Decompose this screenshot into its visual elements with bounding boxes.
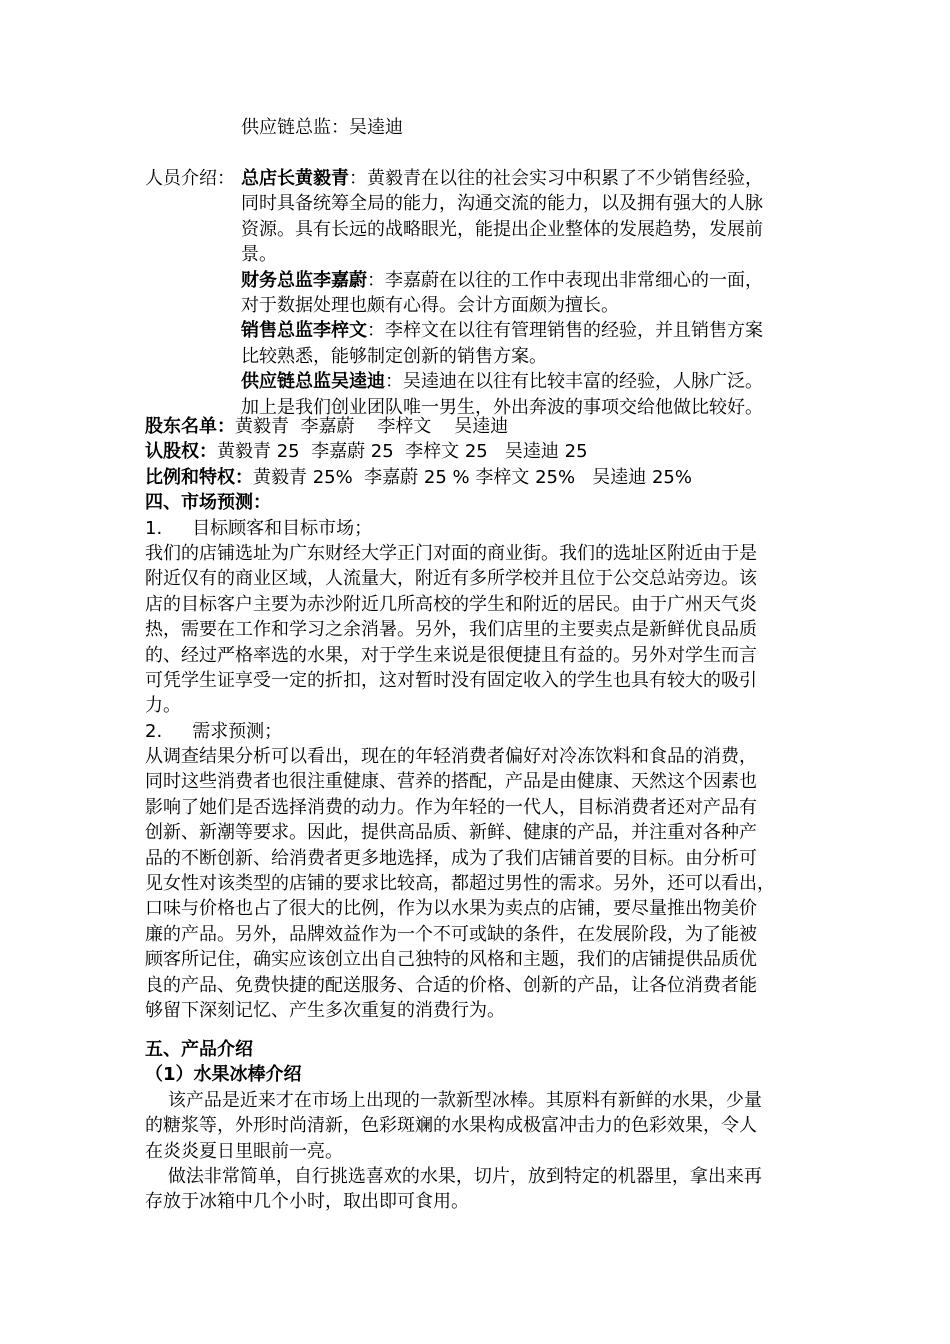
text-line: 品的不断创新、给消费者更多地选择，成为了我们店铺首要的目标。由分析可 <box>145 847 757 869</box>
subscription-label: 认股权： <box>145 441 217 463</box>
text-line: 顾客所记住，确实应该创立出自己独特的风格和主题，我们的店铺提供品质优 <box>145 949 757 971</box>
personnel-text: ：吴逵迪在以往有比较丰富的经验，人脉广泛。 <box>385 371 763 393</box>
shareholder-info <box>145 414 815 1023</box>
personnel-line <box>145 293 815 318</box>
item1-number: 1. <box>145 517 163 539</box>
personnel-label: 人员介绍： <box>145 168 235 189</box>
item2-body <box>145 744 815 1023</box>
text-line: 见女性对该类型的店铺的要求比较高，都超过男性的需求。另外，还可以看出， <box>145 873 775 895</box>
personnel-line <box>145 242 815 267</box>
personnel-text: 资源。具有长远的战略眼光，能提出企业整体的发展趋势，发展前 <box>241 218 763 240</box>
text-line: 可凭学生证享受一定的折扣，这对暂时没有固定收入的学生也具有较大的吸引 <box>145 669 757 691</box>
personnel-line <box>145 191 815 216</box>
ratio-label: 比例和特权： <box>145 466 253 488</box>
shareholders-value: 黄毅青 李嘉蔚 李梓文 吴逵迪 <box>235 416 509 437</box>
item1-body <box>145 541 815 719</box>
item2-title: 需求预测； <box>192 720 283 742</box>
text-line: 良的产品、免费快捷的配送服务、合适的价格、创新的产品，让各位消费者能 <box>145 974 757 996</box>
personnel-title: 财务总监李嘉蔚 <box>241 269 367 291</box>
personnel-line <box>145 369 815 394</box>
text-line: 口味与价格也占了很大的比例，作为以水果为卖点的店铺，要尽量推出物美价 <box>145 898 757 920</box>
supply-chain-director: 供应链总监：吴逵迪 <box>241 117 403 138</box>
personnel-line <box>145 268 815 293</box>
section5-body <box>145 1088 815 1215</box>
personnel-text: ：李嘉蔚在以往的工作中表现出非常细心的一面， <box>367 269 763 291</box>
personnel-title: 总店长黄毅青 <box>241 168 349 189</box>
text-line: 该产品是近来才在市场上出现的一款新型冰棒。其原料有新鲜的水果，少量 <box>145 1089 762 1111</box>
personnel-line <box>145 166 815 191</box>
text-line: 够留下深刻记忆、产生多次重复的消费行为。 <box>145 999 505 1021</box>
personnel-line <box>145 318 815 343</box>
personnel-text: 同时具备统筹全局的能力，沟通交流的能力，以及拥有强大的人脉 <box>241 193 763 215</box>
personnel-text: 比较熟悉，能够制定创新的销售方案。 <box>241 345 547 367</box>
personnel-text: 加上是我们创业团队唯一男生，外出奔波的事项交给他做比较好。 <box>241 396 763 418</box>
text-line: 存放于冰箱中几个小时，取出即可食用。 <box>145 1191 469 1213</box>
item2-number: 2. <box>145 720 163 742</box>
text-line: 的、经过严格率选的水果，对于学生来说是很便捷且有益的。另外对学生而言 <box>145 644 757 666</box>
text-line: 在炎炎夏日里眼前一亮。 <box>145 1140 343 1162</box>
text-line: 影响了她们是否选择消费的动力。作为年轻的一代人，目标消费者还对产品有 <box>145 796 757 818</box>
item1-title: 目标顾客和目标市场； <box>192 517 373 539</box>
text-line: 我们的店铺选址为广东财经大学正门对面的商业街。我们的选址区附近由于是 <box>145 542 757 564</box>
personnel-text: 景。 <box>241 244 277 266</box>
personnel-section <box>145 166 815 420</box>
personnel-title: 销售总监李梓文 <box>241 320 367 342</box>
text-line: 做法非常简单，自行挑选喜欢的水果，切片，放到特定的机器里，拿出来再 <box>145 1165 762 1187</box>
personnel-text: ：黄毅青在以往的社会实习中积累了不少销售经验， <box>349 168 763 189</box>
top-line <box>145 115 815 140</box>
section5 <box>145 1037 815 1215</box>
personnel-text: ：李梓文在以往有管理销售的经验，并且销售方案 <box>367 320 763 342</box>
ratio-value: 黄毅青 25% 李嘉蔚 25 % 李梓文 25% 吴逵迪 25% <box>253 466 692 488</box>
text-line: 店的目标客户主要为赤沙附近几所高校的学生和附近的居民。由于广州天气炎 <box>145 593 757 615</box>
personnel-text: 对于数据处理也颇有心得。会计方面颇为擅长。 <box>241 294 619 316</box>
section5-subheading: （1）水果冰棒介绍 <box>145 1064 302 1086</box>
section4-heading: 四、市场预测： <box>145 492 271 514</box>
personnel-title: 供应链总监吴逵迪 <box>241 371 385 393</box>
text-line: 的糖浆等，外形时尚清新，色彩斑斓的水果构成极富冲击力的色彩效果，令人 <box>145 1115 757 1137</box>
text-line: 廉的产品。另外，品牌效益作为一个不可或缺的条件，在发展阶段，为了能被 <box>145 923 757 945</box>
personnel-line <box>145 217 815 242</box>
subscription-value: 黄毅青 25 李嘉蔚 25 李梓文 25 吴逵迪 25 <box>217 441 588 463</box>
text-line: 从调查结果分析可以看出，现在的年轻消费者偏好对冷冻饮料和食品的消费， <box>145 746 757 768</box>
personnel-line <box>145 344 815 369</box>
text-line: 热，需要在工作和学习之余消暑。另外，我们店里的主要卖点是新鲜优良品质 <box>145 619 757 641</box>
section5-heading: 五、产品介绍 <box>145 1039 253 1060</box>
text-line: 同时这些消费者也很注重健康、营养的搭配，产品是由健康、天然这个因素也 <box>145 771 757 793</box>
text-line: 创新、新潮等要求。因此，提供高品质、新鲜、健康的产品，并注重对各种产 <box>145 822 757 844</box>
text-line: 力。 <box>145 695 181 717</box>
shareholders-label: 股东名单： <box>145 416 235 437</box>
personnel-entries <box>145 166 815 420</box>
text-line: 附近仅有的商业区域，人流量大，附近有多所学校并且位于公交总站旁边。该 <box>145 568 757 590</box>
